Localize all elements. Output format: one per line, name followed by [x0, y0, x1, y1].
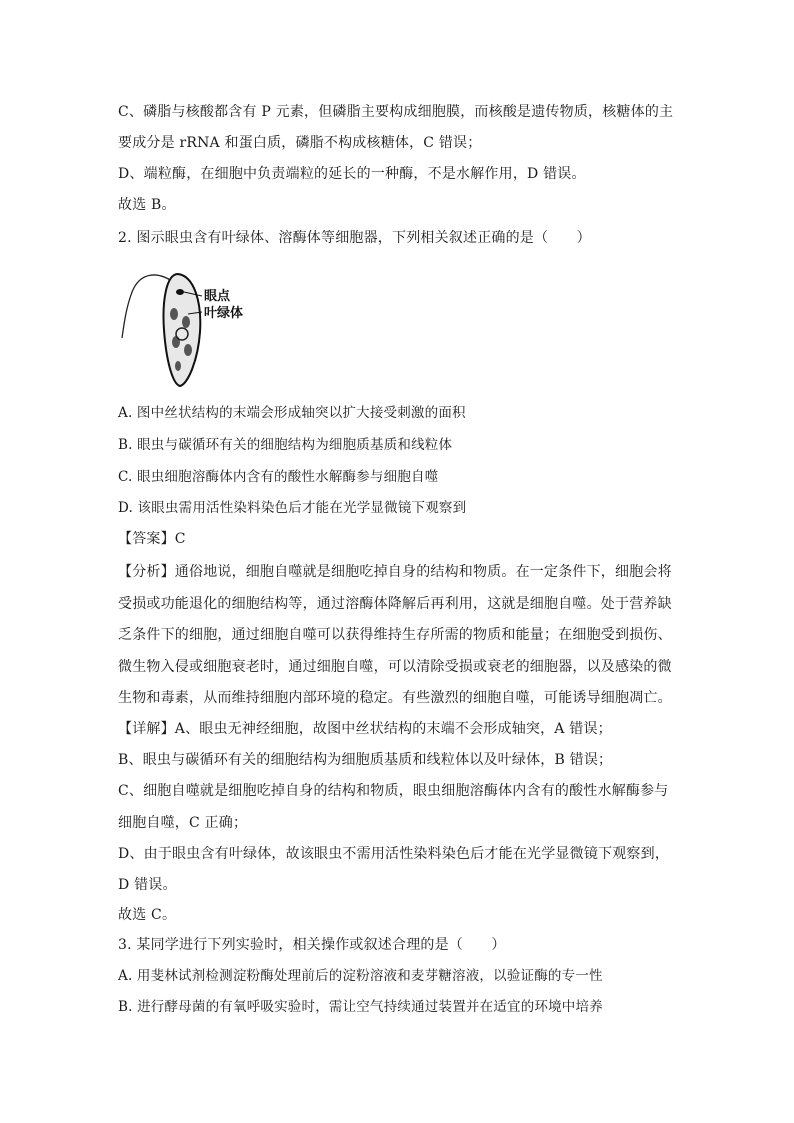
- explanation-line-b: B、眼虫与碳循环有关的细胞结构为细胞质基质和线粒体以及叶绿体，B 错误；: [118, 752, 613, 768]
- chloroplast-shape: [172, 336, 180, 348]
- explanation-line-d: D、由于眼虫含有叶绿体，故该眼虫不需用活性染料染色后才能在光学显微镜下观察到，: [118, 846, 670, 862]
- question-2-option-a: A. 图中丝状结构的末端会形成轴突以扩大接受刺激的面积: [118, 405, 466, 421]
- question-3-stem: 3. 某同学进行下列实验时，相关操作或叙述合理的是（ ）: [118, 937, 506, 953]
- chloroplast-label: 叶绿体: [204, 306, 244, 321]
- answer-label: 【答案】C: [118, 531, 186, 547]
- eyespot-shape: [176, 289, 184, 295]
- analysis-line-5: 生物和毒素，从而维持细胞内部环境的稳定。有些激烈的细胞自噬，可能诱导细胞凋亡。: [118, 690, 672, 706]
- text-line-c-phospholipid: C、磷脂与核酸都含有 P 元素，但磷脂主要构成细胞膜，而核酸是遗传物质，核糖体的主: [118, 104, 674, 120]
- question-3-option-b: B. 进行酵母菌的有氧呼吸实验时，需让空气持续通过装置并在适宜的环境中培养: [118, 999, 603, 1015]
- euglena-figure: [118, 262, 268, 390]
- explanation-line-c-cont: 细胞自噬，C 正确；: [118, 815, 248, 831]
- explanation-line-d-cont: D 错误。: [118, 877, 177, 893]
- question-2-option-d: D. 该眼虫需用活性染料染色后才能在光学显微镜下观察到: [118, 500, 467, 516]
- explanation-line-a: 【详解】A、眼虫无神经细胞，故图中丝状结构的末端不会形成轴突，A 错误；: [118, 721, 612, 737]
- explanation-line-c: C、细胞自噬就是细胞吃掉自身的结构和物质，眼虫细胞溶酶体内含有的酸性水解酶参与: [118, 783, 669, 799]
- chloroplast-shape: [184, 344, 192, 356]
- question-2-option-b: B. 眼虫与碳循环有关的细胞结构为细胞质基质和线粒体: [118, 437, 453, 453]
- question-2-option-c: C. 眼虫细胞溶酶体内含有的酸性水解酶参与细胞自噬: [118, 469, 439, 485]
- question-3-option-a: A. 用斐林试剂检测淀粉酶处理前后的淀粉溶液和麦芽糖溶液，以验证酶的专一性: [118, 968, 603, 984]
- text-line-choose-b: 故选 B。: [118, 197, 176, 213]
- analysis-line-2: 受损或功能退化的细胞结构等，通过溶酶体降解后再利用，这就是细胞自噬。处于营养缺: [118, 596, 672, 612]
- chloroplast-shape: [182, 316, 190, 328]
- eyespot-label: 眼点: [204, 289, 231, 304]
- analysis-line-4: 微生物入侵或细胞衰老时，通过细胞自噬，可以清除受损或衰老的细胞器，以及感染的微: [118, 659, 672, 675]
- euglena-diagram: [118, 262, 268, 390]
- analysis-line-3: 乏条件下的细胞，通过细胞自噬可以获得维持生存所需的物质和能量；在细胞受到损伤、: [118, 627, 672, 643]
- text-line-d-telomerase: D、端粒酶，在细胞中负责端粒的延长的一种酶，不是水解作用，D 错误。: [118, 166, 586, 182]
- question-2-stem: 2. 图示眼虫含有叶绿体、溶酶体等细胞器，下列相关叙述正确的是（ ）: [118, 230, 591, 246]
- chloroplast-shape: [175, 361, 181, 371]
- analysis-line-1: 【分析】通俗地说，细胞自噬就是细胞吃掉自身的结构和物质。在一定条件下，细胞会将: [118, 564, 672, 580]
- text-line-choose-c: 故选 C。: [118, 907, 177, 923]
- text-line-c-phospholipid-cont: 要成分是 rRNA 和蛋白质，磷脂不构成核糖体，C 错误；: [118, 135, 482, 151]
- chloroplast-shape: [170, 308, 178, 320]
